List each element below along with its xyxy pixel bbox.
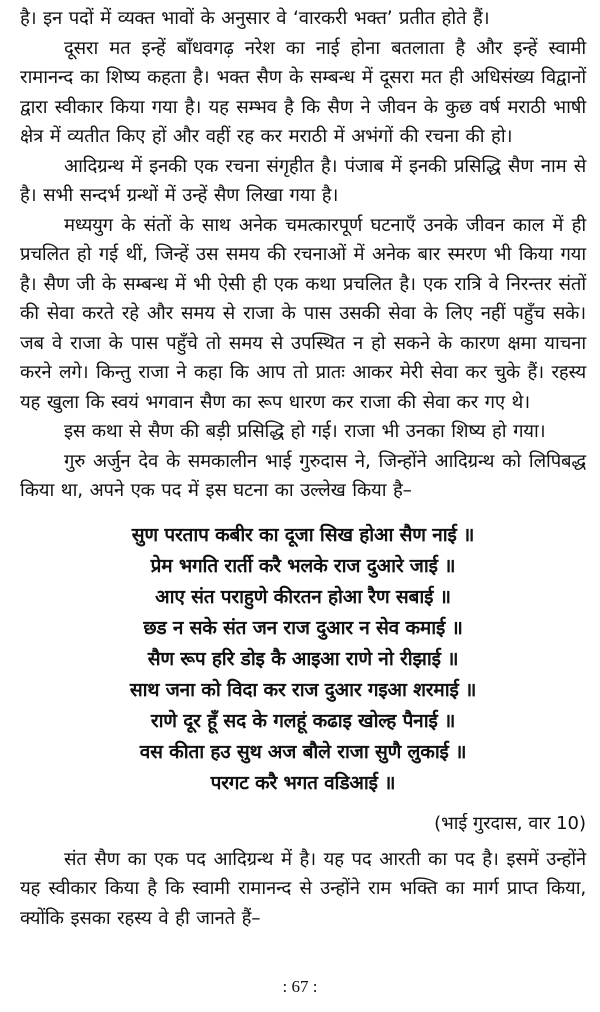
verse-line: सुण परताप कबीर का दूजा सिख होआ सैण नाई ॥ [131,523,475,546]
verse-line: आए संत पराहुणे कीरतन होआ रैण सबाई ॥ [155,585,451,608]
verse-line: वस कीता हउ सुथ अज बौले राजा सुणै लुकाई ॥ [139,740,467,763]
verse-line: साथ जना को विदा कर राज दुआर गइआ शरमाई ॥ [129,678,477,701]
verse-citation: (भाई गुरदास, वार 10) [434,812,586,834]
paragraph-continuation: है। इन पदों में व्यक्त भावों के अनुसार वे ‘वारकरी भक्त’ प्रतीत होते हैं। [20,8,490,29]
paragraph: मध्ययुग के संतों के साथ अनेक चमत्कारपूर्ण घटनाएँ उनके जीवन काल में ही प्रचलित हो गई थीं, जिन्हें उस समय की रचनाओं में अनेक बार स्मरण भी किया गया है। सैण जी के सम्बन्ध में भी ऐसी ही एक कथा प्रचलित है। एक रात्रि वे निरन्तर संतों की सेवा करते रहे और समय से राजा के पास उसकी सेवा के लिए नहीं पहुँच सके। जब वे राजा के पास पहुँचे तो समय से उपस्थित न हो सकने के कारण क्षमा याचना करने लगे। किन्तु राजा ने कहा कि आप तो प्रातः आकर मेरी सेवा कर चुके हैं। रहस्य यह खुला कि स्वयं भगवान सैण का रूप धारण कर राजा की सेवा कर गए थे। [20,214,586,413]
verse-line: प्रेम भगति रार्ती करै भलके राज दुआरे जाई ॥ [150,554,456,577]
page-content [20,4,586,933]
paragraph: गुरु अर्जुन देव के समकालीन भाई गुरुदास ने, जिन्होंने आदिग्रन्थ को लिपिबद्ध किया था, अपने एक पद में इस घटना का उल्लेख किया है– [20,450,586,501]
paragraph: दूसरा मत इन्हें बाँधवगढ़ नरेश का नाई होना बतलाता है और इन्हें स्वामी रामानन्द का शिष्य कहता है। भक्त सैण के सम्बन्ध में दूसरा मत ही अधिसंख्य विद्वानों द्वारा स्वीकार किया गया है। यह सम्भव है कि सैण ने जीवन के कुछ वर्ष मराठी भाषी क्षेत्र में व्यतीत किए हों और वहीं रह कर मराठी में अभंगों की रचना की हो। [20,37,586,147]
paragraph: इस कथा से सैण की बड़ी प्रसिद्धि हो गई। राजा भी उनका शिष्य हो गया। [64,421,546,442]
verse-block [20,520,586,799]
page-number: : 67 : [282,977,318,996]
verse-line: सैण रूप हरि डोइ कै आइआ राणे नो रीझाई ॥ [147,647,459,670]
verse-line: राणे दूर हूँ सद के गलहूं कढाइ खोल्ह पैनाई ॥ [150,709,456,732]
verse-line: छड न सके संत जन राज दुआर न सेव कमाई ॥ [143,616,463,639]
paragraph: संत सैण का एक पद आदिग्रन्थ में है। यह पद आरती का पद है। इसमें उन्होंने यह स्वीकार किया है कि स्वामी रामानन्द से उन्होंने राम भक्ति का मार्ग प्राप्त किया, क्योंकि इसका रहस्य वे ही जानते हैं– [20,848,586,929]
verse-line: परगट करै भगत वडिआई ॥ [210,771,396,794]
paragraph: आदिग्रन्थ में इनकी एक रचना संगृहीत है। पंजाब में इनकी प्रसिद्धि सैण नाम से है। सभी सन्दर्भ ग्रन्थों में उन्हें सैण लिखा गया है। [20,155,586,206]
